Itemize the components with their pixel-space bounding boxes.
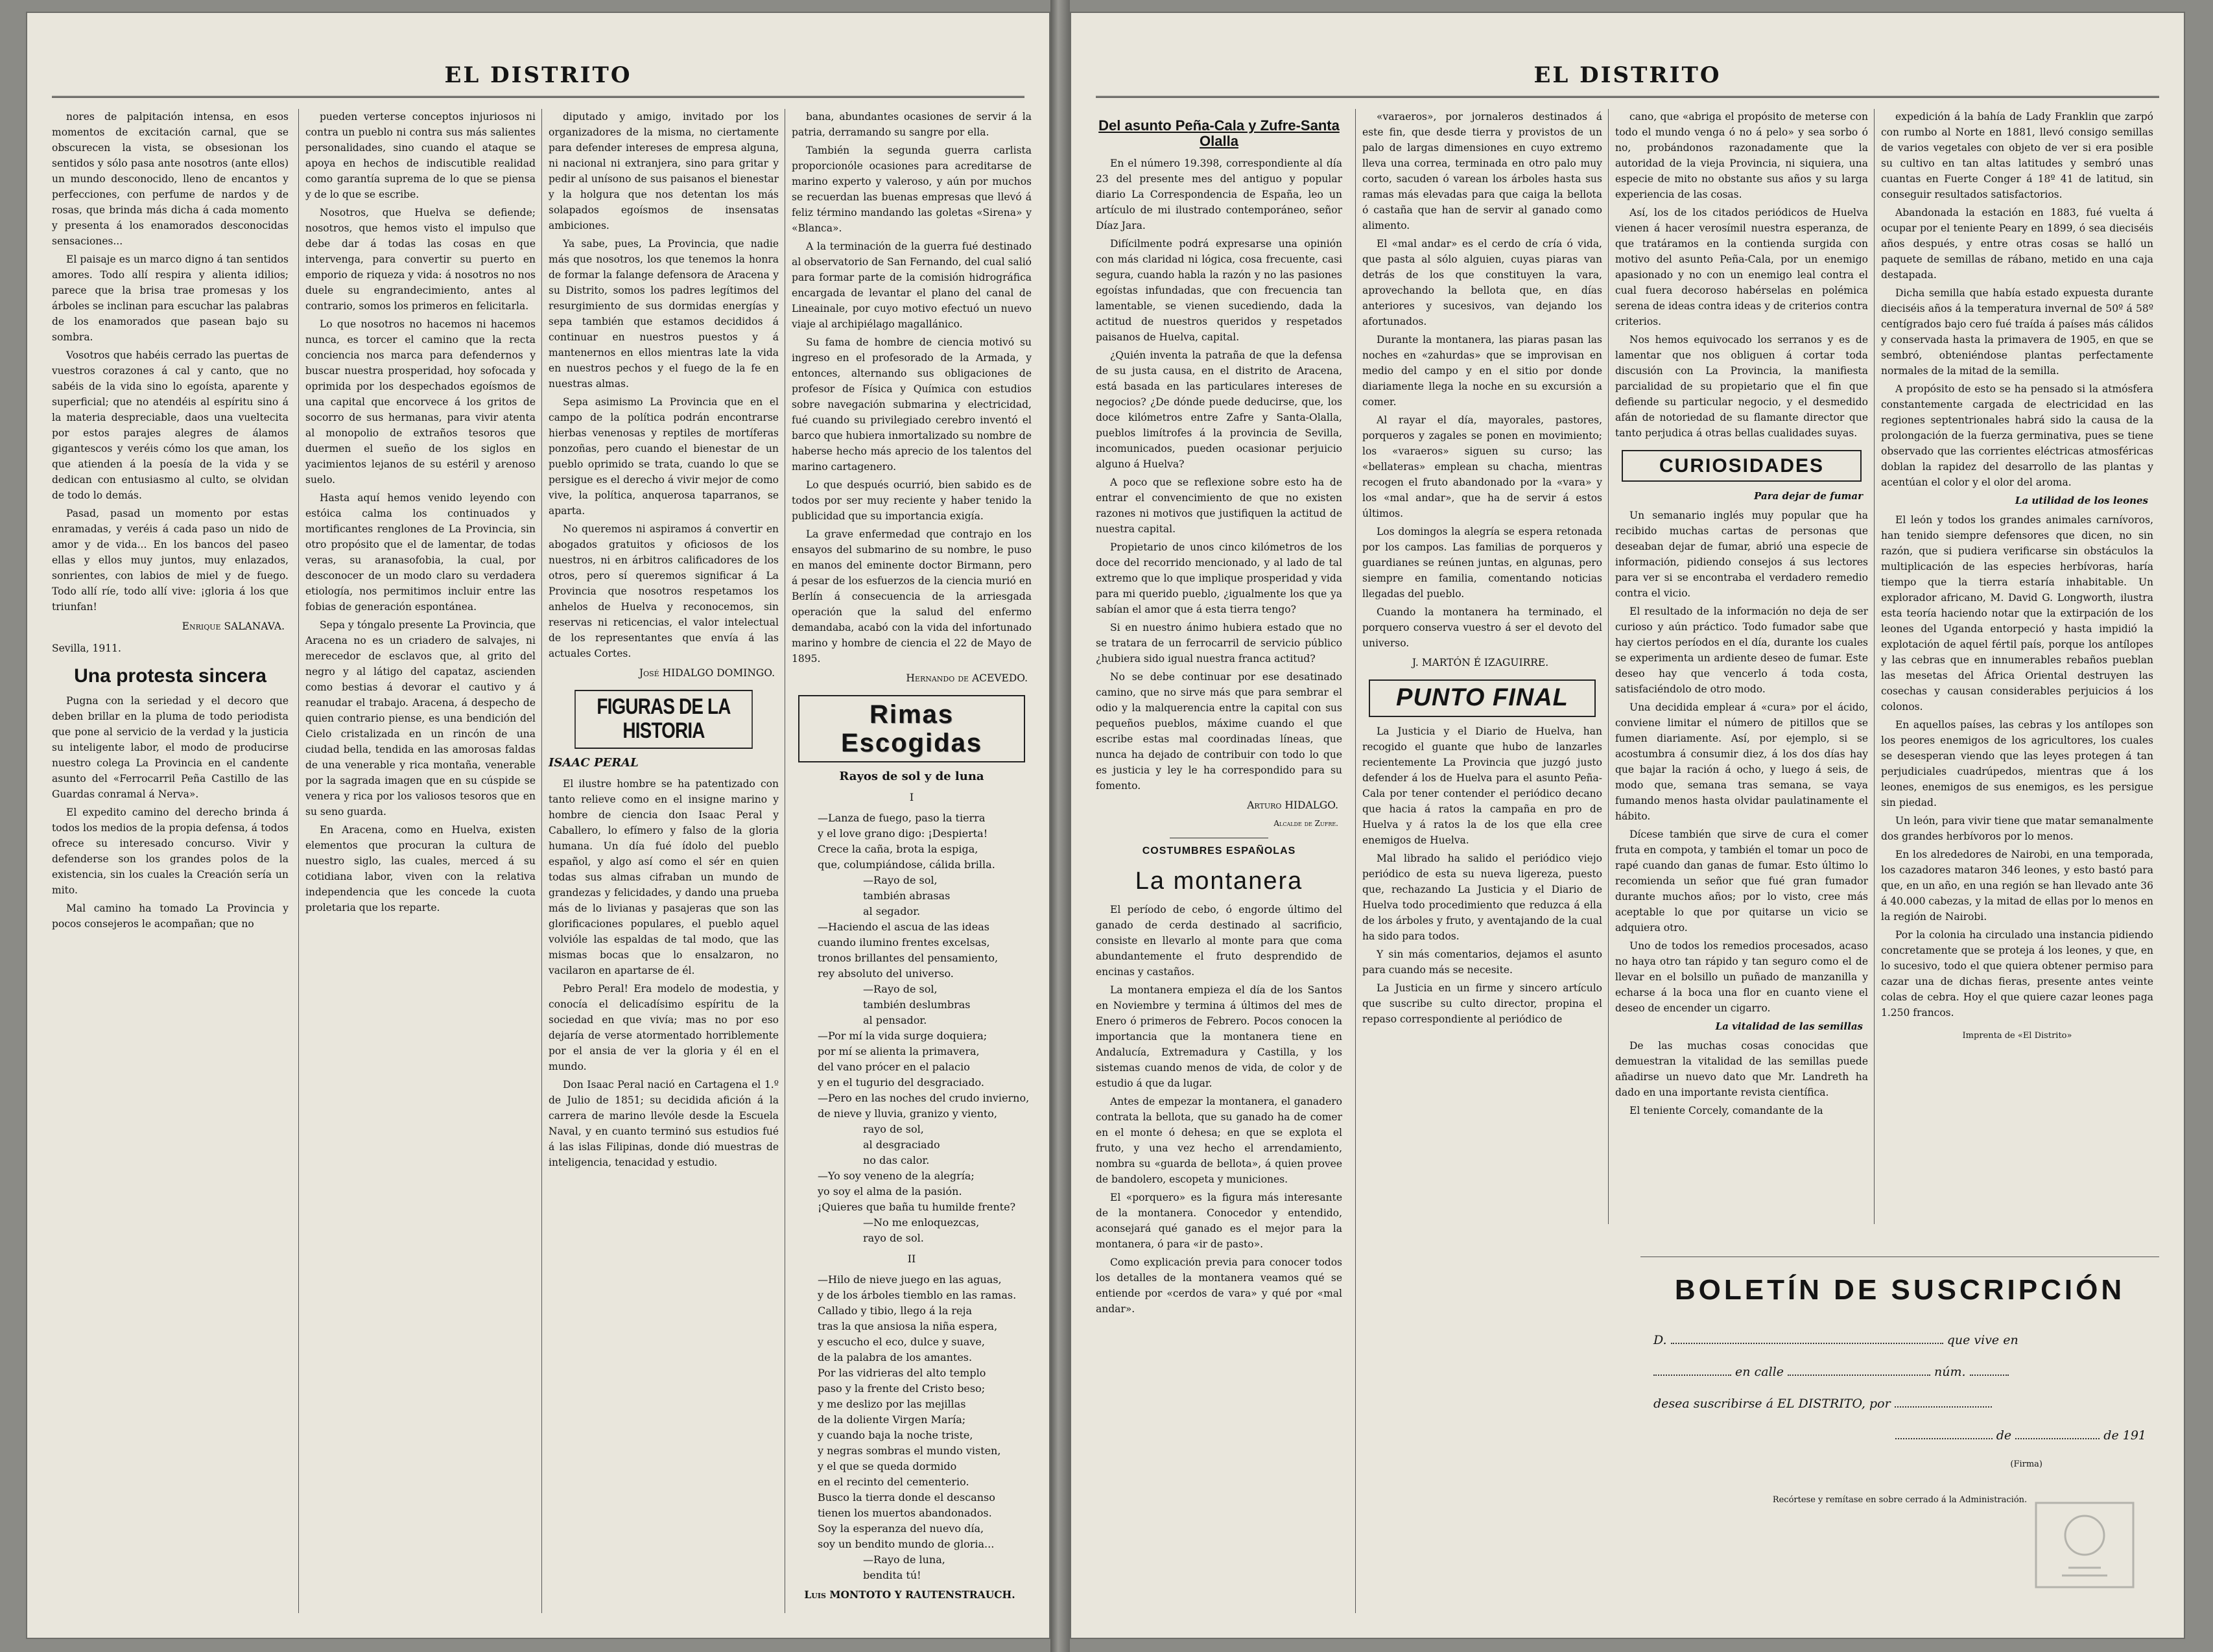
form-label: de <box>1996 1428 2012 1443</box>
header-rule <box>1096 96 2159 98</box>
paragraph: El león y todos los grandes animales carnívoros, han tenido siempre defensores que dicen, no sin razón, que si pudiera verificarse sin obstáculos la multiplicación de las especies herbívoras, haría tiempo que la tierra estaría inhabitable. Un explorador africano, M. David G. Longworth, ilustra esta teoría haciendo notar que la extirpación de los leones del Uganda entorpeció y hasta impidió la explotación de aquel fértil país, porque los antílopes y las cebras que en innumerables rebaños pueblan las mesetas del África Oriental destruyen las cosechas y causan considerables perjuicios á los colonos. <box>1881 514 2153 713</box>
paragraph: También la segunda guerra carlista proporcionóle ocasiones para acreditarse de marino experto y valeroso, y aún por muchos se recuerdan las buenas empresas que llevó á feliz término mandando las goletas «Sirena» y «Blanca». <box>792 145 1032 234</box>
poem-line: de nieve y lluvia, granizo y viento, <box>818 1107 998 1120</box>
paragraph: Hasta aquí hemos venido leyendo con estóica calma los continuados y mortificantes renglones de La Provincia, sin otro propósito que el de lamentar, de todas veras, su aranasofobia, la cual, por desconocer de un modo claro su verdadera etiología, nos permitimos incluir entre las fobias de generación espontánea. <box>305 492 536 613</box>
paragraph: Durante la montanera, las piaras pasan las noches en «zahurdas» que se improvisan en medio del campo y en el sitio por donde diariamente llega la noche en su excursión a comer. <box>1362 334 1602 408</box>
paragraph: Así, los de los citados periódicos de Huelva vienen á hacer verosímil nuestra esperanza, de que tratáramos en la contienda surgida con motivo del asunto Peña-Cala, por un enemigo apasionado y no con un enemigo leal contra el cual fuera decoroso habérselas en polémica serena de ideas contra ideas y de criterios contra criterios. <box>1615 207 1868 327</box>
paragraph: Su fama de hombre de ciencia motivó su ingreso en el profesorado de la Armada, y entonces, alternando sus obligaciones de profesor de Física y Química con estudios sobre navegación submarina y electricidad, fué cuando su privilegiado cerebro inventó el barco que hubiera inmortalizado su nombre de haberse hecho más aprecio de los talentos del marino cartagenero. <box>792 336 1032 473</box>
form-label: de 191 <box>2103 1428 2146 1443</box>
form-label: en calle <box>1735 1365 1784 1379</box>
left-page <box>26 12 1050 1639</box>
signature: Arturo HIDALGO. <box>1247 799 1338 812</box>
poem-line: por mí se alienta la primavera, <box>818 1045 980 1057</box>
poem-line: y cuando baja la noche triste, <box>818 1429 973 1441</box>
header-rule <box>52 96 1024 98</box>
binding-gutter <box>1050 0 1070 1652</box>
poem-line: en el recinto del cementerio. <box>818 1476 969 1488</box>
paragraph: El resultado de la información no deja de ser curioso y aún práctico. Todo fumador sabe que hay ciertos períodos en el día, durante los cuales se experimenta un ardiente deseo de fumar. Este deseo hay que vencerlo á toda costa, satisfaciéndolo de otro modo. <box>1615 606 1868 695</box>
poem-line: al desgraciado <box>863 1139 940 1151</box>
paragraph: «varaeros», por jornaleros destinados á este fin, que desde tierra y provistos de un palo de largas dimensiones en cuyo extremo lleva una correa, terminada en otro palo muy corto, sacuden ó varean los árboles hasta sus ramas más elevadas para que caiga la bellota ó castaña que han de servir al ganado como alimento. <box>1362 111 1602 231</box>
paragraph: Lo que nosotros no hacemos ni hacemos nunca, es torcer el camino que la recta conciencia nos marca para defendernos y buscar nuestra prosperidad, hoy sofocada y oprimida por los despechados egoísmos de una capital que encorvece á los gritos de socorro de sus hermanas, para vivir atenta al monopolio de extraños tesoros que duermen el sueño de los siglos en yacimientos lejanos de su estéril y arenoso suelo. <box>305 318 536 486</box>
paragraph: Sepa asimismo La Provincia que en el campo de la política podrán encontrarse hierbas venenosas y reptiles de mortíferas ponzoñas, pero cuando el bienestar de un pueblo oprimido se trata, cuando lo que se persigue es el derecho á vivir mejor de como vive, la política, anquerosa taparranos, se aparta. <box>549 396 779 517</box>
poem-line: del vano prócer en el palacio <box>818 1061 970 1073</box>
right-column-4 <box>1874 109 2160 1224</box>
article-subtitle: Para dejar de fumar <box>1754 490 1863 502</box>
poem-section-title: Rimas Escogidas <box>798 695 1025 762</box>
poem-line: y el love grano digo: ¡Despierta! <box>818 827 988 840</box>
paragraph: La montanera empieza el día de los Santos en Noviembre y termina á últimos del mes de Enero ó primeros de Febrero. Pocos conocen la importancia que la montanera tiene en Andalucía, Extremadura y Castilla, y los sistemas cuando menos de vida, de color y de estudio á que da lugar. <box>1096 984 1342 1090</box>
poem-line: rey absoluto del universo. <box>818 967 954 980</box>
poem-line: —No me enloquezcas, <box>863 1216 980 1229</box>
form-line-name <box>1653 1332 2146 1347</box>
paragraph: Nosotros, que Huelva se defiende; nosotros, que hemos visto el impulso que debe dar á todas las cosas en que intervenga, para convertir su puerto en emporio de riqueza y vida: á nosotros no nos duele su engrandecimiento, antes al contrario, somos los primeros en felicitarla. <box>305 207 536 312</box>
paragraph: Si en nuestro ánimo hubiera estado que no se tratara de un ferrocarril de servicio público ¿hubiera sido igual nuestra franca actitud? <box>1096 622 1342 665</box>
paragraph: A la terminación de la guerra fué destinado al observatorio de San Fernando, del cual salió para formar parte de la comisión hidrográfica encargada de levantar el plano del canal de Lineainale, por cuyo motivo efectuó un nuevo viaje al archipiélago magallánico. <box>792 241 1032 330</box>
paragraph: Y sin más comentarios, dejamos el asunto para cuando más se necesite. <box>1362 948 1602 976</box>
article-title: CURIOSIDADES <box>1622 450 1862 482</box>
paragraph: expedición á la bahía de Lady Franklin que zarpó con rumbo al Norte en 1881, llevó consigo semillas de varios vegetales con objeto de ver si era posible su cultivo en tan altas latitudes y sembró unas cuantas en Fuerte Conger á 18º 41 de latitud, sin conseguir resultados satisfactorios. <box>1881 111 2153 200</box>
form-note: Recórtese y remítase en sobre cerrado á la Administración. <box>1772 1495 2028 1505</box>
form-label: D. <box>1653 1333 1667 1347</box>
left-column-2 <box>298 109 542 1613</box>
paragraph: Como explicación previa para conocer todos los detalles de la montanera veamos qué se entiende por «cerdos de vara» y qué por «mal andar». <box>1096 1257 1342 1316</box>
poem-line: y el que se queda dormido <box>818 1460 957 1472</box>
poem-part-number: I <box>909 791 914 803</box>
masthead-left: EL DISTRITO <box>444 62 632 88</box>
poem-title: Rayos de sol y de luna <box>839 770 984 783</box>
poem-stanza <box>792 1272 1032 1583</box>
poem-line: no das calor. <box>863 1154 930 1166</box>
poem-part-number: II <box>907 1253 916 1265</box>
article-title: La montanera <box>1135 867 1303 895</box>
paragraph: La Justicia en un firme y sincero artículo que suscribe su culto director, propina el repaso correspondiente al periódico de <box>1362 982 1602 1025</box>
paragraph: Pugna con la seriedad y el decoro que deben brillar en la pluma de todo periodista que pone al servicio de la verdad y la justicia su inteligente labor, el modo de producirse nuestro colega La Provincia en el candente asunto del «Ferrocarril Peña Castillo de las Guardas conramal á Nerva». <box>52 695 289 800</box>
article-title: Una protesta sincera <box>74 665 266 687</box>
poem-line: —Pero en las noches del crudo invierno, <box>818 1092 1030 1104</box>
poem-line: rayo de sol. <box>863 1232 924 1244</box>
poem-line: Por las vidrieras del alto templo <box>818 1367 986 1379</box>
signature: José HIDALGO DOMINGO. <box>639 667 775 679</box>
imprint: Imprenta de «El Distrito» <box>1962 1031 2072 1041</box>
paragraph: Difícilmente podrá expresarse una opinión con más claridad ni lógica, cosa frecuente, casi segura, cuando habla la razón y no las pasiones egoístas infundadas, que con frecuencia tan lamentable, se vienen sucediendo, dada la actitud de nuestros queridos y respetados paisanos de Huelva, capital. <box>1096 238 1342 344</box>
paragraph: El ilustre hombre se ha patentizado con tanto relieve como en el insigne marino y hombre de ciencia don Isaac Peral y Caballero, lo efímero y falso de la gloria humana. Un día fué ídolo del pueblo español, y algo así como el sér en quien todas sus almas cifraban un mundo de grandezas y felicidades, y dando una prueba más de lo livianas y pasajeras que son las glorificaciones populares, el pueblo aquel volvióle las espaldas de tal modo, que las mismas bocas que lo ensalzaron, no vacilaron en apartarse de él. <box>549 777 779 976</box>
poem-line: rayo de sol, <box>863 1123 924 1135</box>
paragraph: En Aracena, como en Huelva, existen elementos que procuran la cultura de nuestro siglo, las cuales, merced á su cotidiana labor, viven con la relativa independencia que les concede la cuota proletaria que los reparte. <box>305 824 536 914</box>
poem-line: bendita tú! <box>863 1569 921 1581</box>
paragraph: Uno de todos los remedios procesados, acaso no haya otro tan rápido y tan seguro como el de llevar en el bolsillo un puñado de manzanilla y echarse á la boca una flor en cuanto viene el deseo de encender un cigarro. <box>1615 940 1868 1014</box>
paragraph: El «mal andar» es el cerdo de cría ó vida, que pasta al sólo alguien, cuyas piaras van detrás de los que constituyen la vara, aprovechando la bellota que, en días anteriores y sucesivos, van dejando los afortunados. <box>1362 238 1602 327</box>
street-blank[interactable] <box>1788 1364 1930 1376</box>
poem-line: —Rayo de luna, <box>863 1553 945 1566</box>
paragraph: bana, abundantes ocasiones de servir á la patria, derramando su sangre por ella. <box>792 111 1032 138</box>
paragraph: Una decidida emplear á «cura» por el ácido, conviene limitar el número de pitillos que se fumen diariamente. Así, por ejemplo, si se acostumbra á consumir diez, á los dos días hay que bajar la ración á ocho, y luego á seis, de modo que, semana tras semana, se vaya fumando menos hasta olvidar paulatinamente el hábito. <box>1615 702 1868 822</box>
paragraph: En los alrededores de Nairobi, en una temporada, los cazadores mataron 346 leones, y esto bastó para que, en un año, en una región se han llevado ante 36 á 40.000 cabezas, y la mitad de ellas por lo menos en la región de Nairobi. <box>1881 849 2153 923</box>
poem-line: Callado y tibio, llego á la reja <box>818 1304 972 1317</box>
library-stamp-icon <box>2023 1490 2146 1600</box>
poem-line: tras la que ansiosa la niña espera, <box>818 1320 998 1332</box>
signature: Hernando de ACEVEDO. <box>906 672 1028 684</box>
paragraph: Ya sabe, pues, La Provincia, que nadie más que nosotros, los que tenemos la honra de formar la falange defensora de Aracena y su Distrito, somos los padres legítimos del resurgimiento de sus dormidas energías y sepa también que estamos decididos á continuar en nuestros puestos y á mantenernos en ellos mientras late la vida en nuestros pechos y el fuego de la fe en nuestras almas. <box>549 238 779 390</box>
article-title: Del asunto Peña-Cala y Zufre-Santa Olalla <box>1098 117 1340 150</box>
masthead-right: EL DISTRITO <box>1533 62 1722 88</box>
form-line-date <box>1653 1428 2146 1443</box>
poem-line: al pensador. <box>863 1014 927 1026</box>
article-subtitle: La utilidad de los leones <box>2015 495 2148 506</box>
section-kicker: COSTUMBRES ESPAÑOLAS <box>1142 845 1296 857</box>
poem-line: —Hilo de nieve juego en las aguas, <box>818 1273 1002 1286</box>
form-label: núm. <box>1934 1365 1966 1379</box>
right-column-3 <box>1608 109 1875 1224</box>
paragraph: En aquellos países, las cebras y los antílopes son los peores enemigos de los agricultores, los cuales se desesperan viendo que las leyes protegen á tan perjudiciales cuadrúpedos, mientras que á los leones, enemigos de sus enemigos, es les persigue sin piedad. <box>1881 719 2153 808</box>
poem-line: —Lanza de fuego, paso la tierra <box>818 812 986 824</box>
poem-line: que, columpiándose, cálida brilla. <box>818 858 995 871</box>
paragraph: Al rayar el día, mayorales, pastores, porqueros y zagales se ponen en movimiento; los «varaeros» siguen su curso; las «bellateras» emplean su chacha, mientras recogen el fruto abandonado por la «vara» y los «mal andar», que ha de servir á estos últimos. <box>1362 414 1602 519</box>
left-column-4 <box>785 109 1038 1613</box>
poem-line: al segador. <box>863 905 921 917</box>
poem-line: y de los árboles tiemblo en las ramas. <box>818 1289 1017 1301</box>
form-line-subscribe <box>1653 1396 2146 1411</box>
poem-line: y negras sombras el mundo visten, <box>818 1445 1001 1457</box>
paragraph: El período de cebo, ó engorde último del ganado de cerda destinado al sacrificio, consiste en llevarlo al monte para que coma abundantemente el fruto desprendido de encinas y castaños. <box>1096 904 1342 978</box>
poem-line: tronos brillantes del pensamiento, <box>818 952 999 964</box>
article-title: PUNTO FINAL <box>1369 679 1596 717</box>
paragraph: Cuando la montanera ha terminado, el porquero conserva vuestro á ser el devoto del universo. <box>1362 606 1602 649</box>
period-blank[interactable] <box>1895 1396 1992 1408</box>
paragraph: Vosotros que habéis cerrado las puertas de vuestros corazones á cal y canto, que no sabéis de la vida sino lo egoísta, aparente y superficial; que no atendéis al espíritu sino á la materia despreciable, daos una vueltecita por estos parajes alegres de álamos gigantescos y veréis cómo los que aman, los que atienden á la poesía de la vida y se dedican con entusiasmo al culto, se olvidan de todo lo demás. <box>52 349 289 501</box>
signature-title: Alcalde de Zufre. <box>1273 819 1338 829</box>
poem-line: ¡Quieres que baña tu humilde frente? <box>818 1201 1016 1213</box>
paragraph: Antes de empezar la montanera, el ganadero contrata la bellota, que su ganado ha de comer en el monte ó dehesa; en que se explota el fruto, y una vez hecho el arrendamiento, nombra su «guarda de bellota», á quien provee de bandolero, escopeta y municiones. <box>1096 1096 1342 1186</box>
poem-author: Luis MONTOTO Y RAUTENSTRAUCH. <box>804 1588 1015 1601</box>
left-column-3 <box>541 109 785 1613</box>
right-page <box>1070 12 2185 1639</box>
signature: J. MARTÓN É IZAGUIRRE. <box>1412 657 1549 668</box>
paragraph: La grave enfermedad que contrajo en los ensayos del submarino de su nombre, le puso en manos del eminente doctor Birmann, pero á pesar de los esfuerzos de la ciencia murió en Berlín á consecuencia de la arriesgada operación que la salud del enfermo demandaba, acabó con la vida del infortunado marino y hombre de ciencia el 22 de Mayo de 1895. <box>792 528 1032 665</box>
place-blank[interactable] <box>1895 1428 1993 1439</box>
poem-line: también deslumbras <box>863 998 971 1011</box>
form-line-address <box>1653 1364 2146 1379</box>
form-label: que vive en <box>1947 1333 2018 1347</box>
paragraph: Un león, para vivir tiene que matar semanalmente dos grandes herbívoros por lo menos. <box>1881 815 2153 842</box>
poem-line: cuando ilumino frentes excelsas, <box>818 936 990 949</box>
poem-line: —Rayo de sol, <box>863 874 938 886</box>
paragraph: pueden verterse conceptos injuriosos ni contra un pueblo ni contra sus más salientes personalidades, sino cuando el ataque se apoya en hechos de indiscutible realidad como garantía suprema de lo que se piensa y de lo que se escribe. <box>305 111 536 200</box>
article-subtitle: La vitalidad de las semillas <box>1715 1021 1863 1032</box>
paragraph: Los domingos la alegría se espera retonada por los campos. Las familias de porqueros y guardianes se reúnen juntas, en algunas, pero siempre en familia, comentando noticias llegadas del pueblo. <box>1362 526 1602 600</box>
poem-stanza <box>792 810 1032 1246</box>
article-kicker: ISAAC PERAL <box>549 755 639 770</box>
paragraph: nores de palpitación intensa, en esos momentos de excitación carnal, que se obscurecen la vista, se obsesionan los sentidos y sólo pasa ante nosotros (ante ellos) un mundo desconocido, lleno de encantos y perfecciones, con perfume de nardos y de rosas, que brinda más dicha á cada momento y presenta á los enamorados desconocidas sensaciones... <box>52 111 289 247</box>
paragraph: Sepa y tóngalo presente La Provincia, que Aracena no es un criadero de salvajes, ni merecedor de esclavos que, al grito del negro y al látigo del capataz, ascienden como bestias á devorar el cautivo y á reanudar el trabajo. Aracena, á despecho de quien contrario piense, es una bendición del Cielo cristalizada en un rincón de una ciudad bella, tendida en las amorosas faldas de una venerable y rica montaña, venerable por la sagrada imagen que en su cúspide se venera y rica por los valiosos tesoros que en su seno guarda. <box>305 619 536 818</box>
signature-label: (Firma) <box>2010 1459 2042 1469</box>
paragraph: A poco que se reflexione sobre esto ha de entrar el convencimiento de que no existen razones ni motivos que justifiquen la actitud de nuestra capital. <box>1096 477 1342 536</box>
poem-line: también abrasas <box>863 890 951 902</box>
paragraph: Propietario de unos cinco kilómetros de los doce del recorrido mencionado, y al lado de tal extremo que lo que implique prosperidad y vida para mi querido pueblo, ¿igualmente los que ya sabían el amor que á esta tierra tengo? <box>1096 541 1342 616</box>
paragraph: Por la colonia ha circulado una instancia pidiendo concretamente que se proteja á los leones, y que, en lo sucesivo, todo el que quiera obtener permiso para cazar una de dichas fieras, presente antes veinte colas de cebra. Hoy el que quiere cazar leones paga 1.250 francos. <box>1881 929 2153 1019</box>
poem-line: y me deslizo por las mejillas <box>818 1398 966 1410</box>
article-title: FIGURAS DE LA HISTORIA <box>574 690 753 749</box>
poem-line: soy un bendito mundo de gloria... <box>818 1538 995 1550</box>
paragraph: Don Isaac Peral nació en Cartagena el 1.º de Julio de 1851; su decidida afición á la carrera de marino llevóle desde la Escuela Naval, y en cuanto terminó sus estudios fué á las islas Filipinas, donde dió muestras de inteligencia, tenacidad y estudio. <box>549 1078 779 1168</box>
number-blank[interactable] <box>1970 1364 2009 1376</box>
paragraph: Pebro Peral! Era modelo de modestia, y conocía el delicadísimo espíritu de la sociedad en que vivía; mas no por eso dejaría de verse atormentado horriblemente por el ansia de ver la gloria y él en el mundo. <box>549 982 779 1072</box>
paragraph: Nos hemos equivocado los serranos y es de lamentar que nos obliguen á cortar toda discusión con La Provincia, la manifiesta parcialidad de su propietario que el fin que defiende su particular negocio, y el desmedido afán de notoriedad de su flamante director que tanto perjudica á otras bellas cualidades suyas. <box>1615 334 1868 439</box>
right-column-2 <box>1355 109 1609 1613</box>
poem-line: y escucho el eco, dulce y suave, <box>818 1336 985 1348</box>
form-title: BOLETÍN DE SUSCRIPCIÓN <box>1674 1274 2125 1306</box>
paragraph: ¿Quién inventa la patraña de que la defensa de su justa causa, en el distrito de Aracena, está basada en las particulares intereses de negocios? ¿De dónde puede deducirse, que, los doce kilómetros entre Zafre y Santa-Olalla, pueblos limítrofes á la provincia de Sevilla, incomunicados, pueden ocasionar perjuicio alguno á Huelva? <box>1096 349 1342 471</box>
paragraph: Un semanario inglés muy popular que ha recibido muchas cartas de personas que deseaban dejar de fumar, abrió una especie de información, pidiendo consejos á sus lectores para ver si se encontraba el verdadero remedio contra el vicio. <box>1615 510 1868 599</box>
poem-line: de la doliente Virgen María; <box>818 1413 966 1426</box>
right-column-1 <box>1096 109 1349 1613</box>
paragraph: Mal camino ha tomado La Provincia y pocos consejeros le acompañan; que no <box>52 903 289 930</box>
poem-line: yo soy el alma de la pasión. <box>818 1185 962 1198</box>
dateline: Sevilla, 1911. <box>52 643 121 654</box>
poem-line: tienen los muertos abandonados. <box>818 1507 992 1519</box>
form-label: desea suscribirse á EL DISTRITO, por <box>1653 1397 1891 1411</box>
paragraph: Dícese también que sirve de cura el comer fruta en compota, y también el tomar un poco de rapé cuando dan ganas de fumar. Esto último lo recomienda un señor que fué gran fumador durante muchos años; por lo visto, cree más aceptable lo que por quitarse un vicio se adquiera otro. <box>1615 829 1868 934</box>
paragraph: El «porquero» es la figura más interesante de la montanera. Conocedor y entendido, aconsejará qué ganado es el mejor para la montanera, ó para «ir de pasto». <box>1096 1192 1342 1251</box>
paragraph: Mal librado ha salido el periódico viejo periódico de esta su nueva ligereza, puesto que, rechazando La Justicia y el Diario de Huelva todo procedimiento que reduzca á ella de los árboles y fruto, y aventajando de la cual ha sido para todos. <box>1362 852 1602 942</box>
name-blank[interactable] <box>1671 1332 1943 1344</box>
poem-line: Crece la caña, brota la espiga, <box>818 843 978 855</box>
poem-line: —Haciendo el ascua de las ideas <box>818 921 989 933</box>
paragraph: No queremos ni aspiramos á convertir en abogados gratuitos y oficiosos de los nuestros, ni en árbitros calificadores de los otros, pero sí queremos significar á La Provincia que nosotros respetamos los anhelos de Huelva y reconocemos, sin reservas ni reticencias, el valor intelectual de los representantes que envía á las actuales Cortes. <box>549 523 779 659</box>
poem-line: —Yo soy veneno de la alegría; <box>818 1170 975 1182</box>
poem-line: Busco la tierra donde el descanso <box>818 1491 995 1504</box>
left-column-1 <box>52 109 295 1613</box>
paragraph: cano, que «abriga el propósito de meterse con todo el mundo venga ó no á pelo» y sea sorbo ó no, probándonos razonadamente que la autoridad de la vieja Provincia, ni siquiera, una especie de mito no obstante sus años y su larga experiencia de las cosas. <box>1615 111 1868 200</box>
poem-line: Soy la esperanza del nuevo día, <box>818 1522 984 1535</box>
month-blank[interactable] <box>2015 1428 2100 1439</box>
paragraph: Dicha semilla que había estado expuesta durante dieciséis años á la temperatura invernal de 50º á 58º centígrados bajo cero fué traída á países más cálidos y conservada hasta la primavera de 1905, en que se sembró, obteniéndose plantas perfectamente normales de la mitad de la semilla. <box>1881 287 2153 377</box>
paragraph: Pasad, pasad un momento por estas enramadas, y veréis á cada paso un nido de amor y de vida... En los bancos del paseo ellas y ellos muy juntos, muy enlazados, sonrientes, con labios de miel y de fuego. Todo allí ríe, todo allí vive: ¡gloria á los que triunfan! <box>52 508 289 613</box>
paragraph: De las muchas cosas conocidas que demuestran la vitalidad de las semillas puede añadirse un nuevo dato que Mr. Landreth ha dado en una importante revista científica. <box>1615 1040 1868 1098</box>
paragraph: El teniente Corcely, comandante de la <box>1629 1105 1823 1116</box>
paragraph: diputado y amigo, invitado por los organizadores de la misma, no ciertamente para defender intereses de empresa alguna, ni nacional ni extranjera, sino para gritar y pedir al unísono de sus paisanos el bienestar y la holgura que nos detentan los más solapados egoísmos de insensatas ambiciones. <box>549 111 779 231</box>
poem-line: paso y la frente del Cristo beso; <box>818 1382 986 1395</box>
paragraph: No se debe continuar por ese desatinado camino, que no sirve más que para sembrar el odio y la malquerencia entre la capital con sus pequeños pueblos, máxime cuando el que escribe estas mal coordinadas líneas, que nunca ha dejado de contribuir con todo lo que es justicia y ley le ha correspondido para su fomento. <box>1096 671 1342 792</box>
paragraph: El expedito camino del derecho brinda á todos los medios de la propia defensa, á todos ofrece su interesado concurso. Vivir y defenderse son los grandes polos de la existencia, sin los cuales la Creación sería un mito. <box>52 807 289 896</box>
paragraph: Abandonada la estación en 1883, fué vuelta á ocupar por el teniente Peary en 1899, ó sea dieciséis años después, y entre otras cosas se halló un paquete de semillas de rábano, metido en una caja destapada. <box>1881 207 2153 281</box>
paragraph: La Justicia y el Diario de Huelva, han recogido el guante que hubo de lanzarles recientemente La Provincia que juzgó justo defender á los de Huelva para el asunto Peña-Cala por tener contender el periódico decano que hacia á ratos la campaña en pro de Huelva y á ratos la de los que ella cree enemigos de Huelva. <box>1362 725 1602 846</box>
poem-line: —Rayo de sol, <box>863 983 938 995</box>
poem-line: —Por mí la vida surge doquiera; <box>818 1030 988 1042</box>
signature: Enrique SALANAVA. <box>182 620 285 632</box>
paragraph: En el número 19.398, correspondiente al día 23 del presente mes del antiguo y popular diario La Correspondencia de España, leo un artículo de mi ilustrado contemporáneo, señor Díaz Jara. <box>1096 158 1342 232</box>
poem-line: de la palabra de los amantes. <box>818 1351 973 1363</box>
paragraph: El paisaje es un marco digno á tan sentidos amores. Todo allí respira y alienta idilios; parece que la brisa trae promesas y los árboles se inclinan para escuchar las palabras de los enamorados que pasean bajo su sombra. <box>52 254 289 343</box>
paragraph: Lo que después ocurrió, bien sabido es de todos por ser muy reciente y haber tenido la publicidad que su importancia exigía. <box>792 479 1032 522</box>
poem-line: y en el tugurio del desgraciado. <box>818 1076 984 1089</box>
town-blank[interactable] <box>1653 1364 1731 1376</box>
paragraph: A propósito de esto se ha pensado si la atmósfera constantemente cargada de electricidad en las regiones septentrionales habrá sido la causa de la prolongación de la fuerza germinativa, pues se tiene observado que las corrientes eléctricas atmosféricas doblan la rapidez del desarrollo de las plantas y acentúan el color y el olor del aroma. <box>1881 383 2153 488</box>
